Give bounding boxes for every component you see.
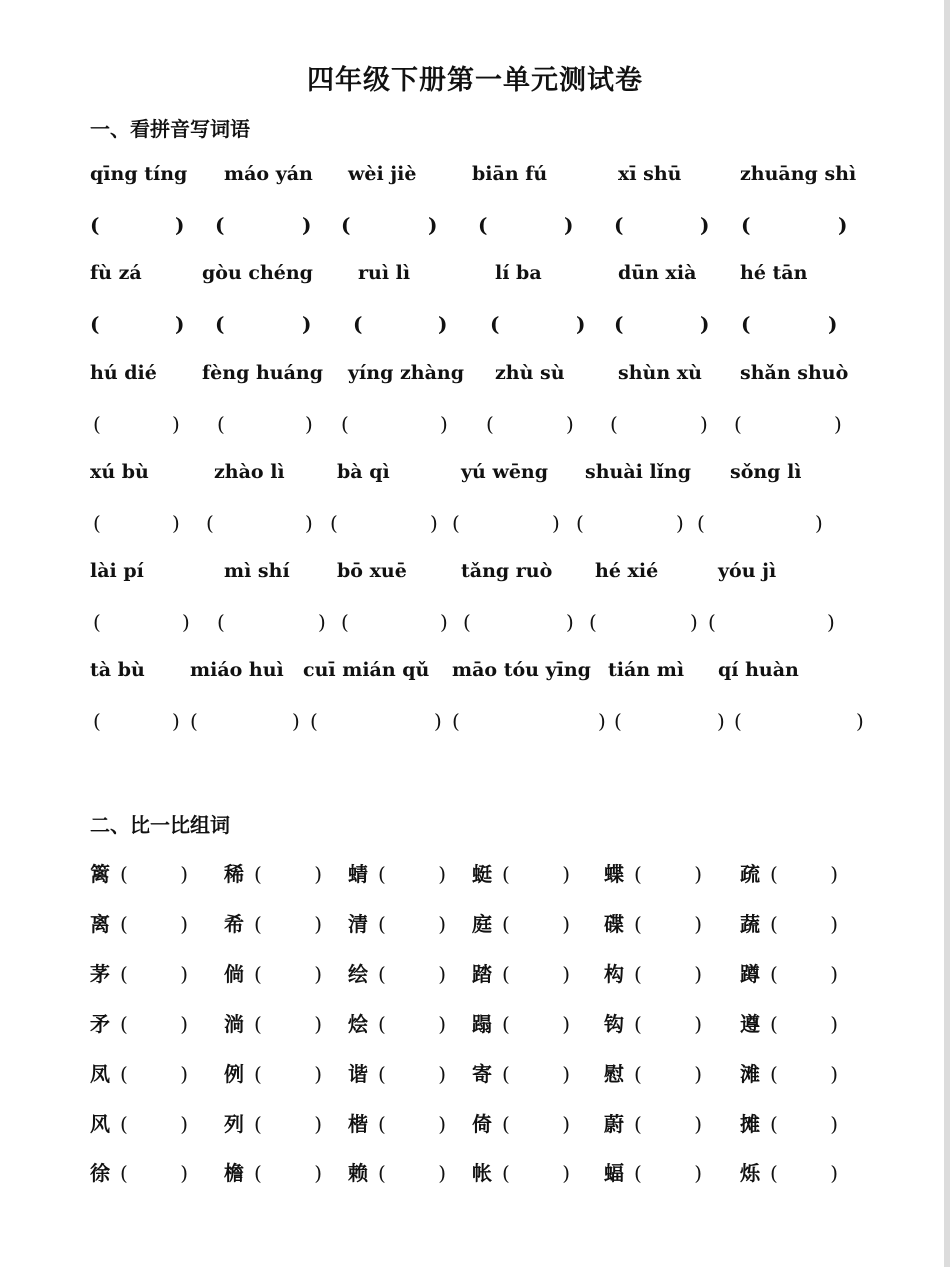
pinyin-word: qīng tíng — [90, 163, 188, 185]
compare-item — [348, 1108, 446, 1137]
pinyin-word: yíng zhàng — [348, 362, 464, 384]
compare-item — [90, 858, 188, 887]
compare-character: 茅 — [90, 962, 110, 986]
pinyin-word: gòu chéng — [202, 262, 313, 284]
compare-character: 列 — [224, 1112, 244, 1136]
compare-answer-blank[interactable] — [770, 1112, 838, 1136]
pinyin-word: hú dié — [90, 362, 157, 384]
compare-answer-blank[interactable] — [770, 962, 838, 986]
answer-blank[interactable] — [755, 312, 822, 338]
compare-item — [604, 908, 702, 937]
answer-close-paren: ) — [676, 511, 684, 535]
answer-close-paren: ) — [172, 709, 180, 733]
compare-item — [472, 1058, 570, 1087]
compare-character: 疏 — [740, 862, 760, 886]
answer-blank[interactable] — [231, 610, 312, 636]
answer-close-paren: ) — [302, 312, 312, 336]
compare-character: 寄 — [472, 1062, 492, 1086]
answer-blank[interactable] — [748, 412, 828, 438]
compare-answer-blank[interactable] — [254, 1012, 322, 1036]
pinyin-word: yóu jì — [718, 560, 777, 582]
answer-close-paren: ) — [175, 213, 185, 237]
compare-character: 摊 — [740, 1112, 760, 1136]
pinyin-word: biān fú — [472, 163, 548, 185]
answer-close-paren: ) — [827, 610, 835, 634]
answer-blank[interactable] — [628, 312, 694, 338]
compare-answer-blank[interactable] — [120, 1112, 188, 1136]
compare-character: 蹋 — [472, 1012, 492, 1036]
answer-blank[interactable] — [603, 610, 684, 636]
compare-character: 蔬 — [740, 912, 760, 936]
compare-character: 风 — [90, 1112, 110, 1136]
compare-character: 矛 — [90, 1012, 110, 1036]
answer-blank[interactable] — [104, 213, 169, 239]
answer-blank[interactable] — [755, 213, 832, 239]
compare-answer-blank[interactable] — [120, 862, 188, 886]
answer-open-paren: ( — [217, 412, 225, 436]
compare-character: 徐 — [90, 1161, 110, 1185]
answer-open-paren: ( — [93, 610, 101, 634]
compare-character: 踏 — [472, 962, 492, 986]
answer-open-paren: ( — [614, 213, 624, 237]
answer-blank[interactable] — [355, 610, 434, 636]
compare-answer-blank[interactable] — [502, 962, 570, 986]
compare-item — [348, 858, 446, 887]
compare-character: 淌 — [224, 1012, 244, 1036]
answer-close-paren: ) — [172, 511, 180, 535]
page-title: 四年级下册第一单元测试卷 — [307, 65, 643, 96]
compare-item — [90, 1008, 188, 1037]
compare-item — [224, 1157, 322, 1186]
compare-answer-blank[interactable] — [254, 962, 322, 986]
compare-character: 檐 — [224, 1161, 244, 1185]
answer-blank[interactable] — [220, 511, 299, 537]
pinyin-word: sǒng lì — [730, 461, 802, 483]
answer-close-paren: ) — [440, 412, 448, 436]
compare-item — [740, 858, 838, 887]
compare-item — [224, 1058, 322, 1087]
compare-answer-blank[interactable] — [120, 1062, 188, 1086]
answer-blank[interactable] — [477, 610, 560, 636]
compare-character: 钩 — [604, 1012, 624, 1036]
answer-close-paren: ) — [856, 709, 864, 733]
compare-answer-blank[interactable] — [254, 1112, 322, 1136]
compare-answer-blank[interactable] — [378, 1161, 446, 1185]
compare-item — [604, 1157, 702, 1186]
answer-open-paren: ( — [206, 511, 214, 535]
answer-close-paren: ) — [690, 610, 698, 634]
answer-close-paren: ) — [838, 213, 848, 237]
answer-blank[interactable] — [231, 412, 299, 438]
pinyin-word: xī shū — [618, 163, 682, 185]
pinyin-word: bō xuē — [337, 560, 407, 582]
pinyin-word: xú bù — [90, 461, 149, 483]
compare-answer-blank[interactable] — [254, 1062, 322, 1086]
answer-open-paren: ( — [93, 709, 101, 733]
pinyin-word: lài pí — [90, 560, 144, 582]
pinyin-word: qí huàn — [718, 659, 799, 681]
compare-answer-blank[interactable] — [634, 1062, 702, 1086]
compare-item — [740, 958, 838, 987]
answer-close-paren: ) — [318, 610, 326, 634]
answer-open-paren: ( — [610, 412, 618, 436]
answer-blank[interactable] — [590, 511, 670, 537]
pinyin-word: shùn xù — [618, 362, 702, 384]
compare-answer-blank[interactable] — [770, 1012, 838, 1036]
pinyin-word: shǎn shuò — [740, 362, 849, 384]
compare-item — [90, 1157, 188, 1186]
answer-open-paren: ( — [341, 412, 349, 436]
answer-open-paren: ( — [589, 610, 597, 634]
compare-character: 蜓 — [472, 862, 492, 886]
answer-open-paren: ( — [341, 213, 351, 237]
answer-close-paren: ) — [440, 610, 448, 634]
compare-character: 烁 — [740, 1161, 760, 1185]
answer-close-paren: ) — [552, 511, 560, 535]
compare-answer-blank[interactable] — [634, 1012, 702, 1036]
compare-answer-blank[interactable] — [378, 912, 446, 936]
answer-blank[interactable] — [367, 312, 432, 338]
compare-character: 蝶 — [604, 862, 624, 886]
pinyin-word: yú wēng — [461, 461, 549, 483]
compare-character: 倚 — [472, 1112, 492, 1136]
answer-close-paren: ) — [175, 312, 185, 336]
answer-close-paren: ) — [815, 511, 823, 535]
answer-open-paren: ( — [452, 709, 460, 733]
pinyin-word: tǎng ruò — [461, 560, 553, 582]
compare-answer-blank[interactable] — [502, 912, 570, 936]
answer-blank[interactable] — [229, 213, 296, 239]
compare-item — [472, 1008, 570, 1037]
answer-close-paren: ) — [434, 709, 442, 733]
answer-close-paren: ) — [292, 709, 300, 733]
answer-close-paren: ) — [428, 213, 438, 237]
compare-item — [604, 958, 702, 987]
answer-close-paren: ) — [834, 412, 842, 436]
compare-character: 蝠 — [604, 1161, 624, 1185]
pinyin-word: shuài lǐng — [585, 461, 692, 483]
pinyin-word: miáo huì — [190, 659, 284, 681]
answer-blank[interactable] — [500, 412, 560, 438]
compare-item — [604, 1058, 702, 1087]
compare-item — [224, 908, 322, 937]
pinyin-word: māo tóu yīng — [452, 659, 591, 681]
compare-item — [224, 958, 322, 987]
answer-blank[interactable] — [107, 412, 166, 438]
compare-answer-blank[interactable] — [502, 1112, 570, 1136]
compare-item — [224, 1008, 322, 1037]
section-heading-compare: 二、比一比组词 — [90, 813, 230, 837]
answer-open-paren: ( — [341, 610, 349, 634]
compare-item — [472, 958, 570, 987]
answer-close-paren: ) — [566, 610, 574, 634]
compare-answer-blank[interactable] — [770, 1161, 838, 1185]
answer-close-paren: ) — [717, 709, 725, 733]
answer-open-paren: ( — [215, 213, 225, 237]
page-edge-shadow — [944, 0, 950, 1267]
compare-item — [348, 908, 446, 937]
answer-blank[interactable] — [229, 312, 296, 338]
pinyin-word: zhào lì — [214, 461, 285, 483]
answer-blank[interactable] — [107, 610, 176, 636]
compare-item — [740, 1008, 838, 1037]
compare-character: 烩 — [348, 1012, 368, 1036]
compare-character: 慰 — [604, 1062, 624, 1086]
answer-close-paren: ) — [305, 412, 313, 436]
compare-item — [740, 1058, 838, 1087]
answer-blank[interactable] — [466, 511, 546, 537]
answer-close-paren: ) — [305, 511, 313, 535]
compare-answer-blank[interactable] — [502, 1161, 570, 1185]
compare-character: 蜻 — [348, 862, 368, 886]
answer-blank[interactable] — [628, 213, 694, 239]
pinyin-word: dūn xià — [618, 262, 697, 284]
compare-answer-blank[interactable] — [120, 962, 188, 986]
answer-close-paren: ) — [182, 610, 190, 634]
answer-close-paren: ) — [564, 213, 574, 237]
answer-close-paren: ) — [700, 213, 710, 237]
answer-blank[interactable] — [344, 511, 424, 537]
compare-character: 倘 — [224, 962, 244, 986]
answer-open-paren: ( — [478, 213, 488, 237]
compare-item — [224, 1108, 322, 1137]
pinyin-word: zhuāng shì — [740, 163, 857, 185]
answer-open-paren: ( — [90, 312, 100, 336]
answer-blank[interactable] — [204, 709, 286, 735]
pinyin-word: fèng huáng — [202, 362, 324, 384]
answer-blank[interactable] — [104, 312, 169, 338]
compare-character: 楷 — [348, 1112, 368, 1136]
answer-blank[interactable] — [628, 709, 711, 735]
answer-blank[interactable] — [355, 213, 422, 239]
answer-blank[interactable] — [504, 312, 570, 338]
compare-item — [90, 908, 188, 937]
answer-blank[interactable] — [107, 511, 166, 537]
compare-character: 庭 — [472, 912, 492, 936]
answer-open-paren: ( — [463, 610, 471, 634]
answer-close-paren: ) — [430, 511, 438, 535]
compare-character: 篱 — [90, 862, 110, 886]
compare-answer-blank[interactable] — [120, 1012, 188, 1036]
pinyin-word: zhù sù — [495, 362, 565, 384]
compare-answer-blank[interactable] — [634, 862, 702, 886]
compare-answer-blank[interactable] — [502, 1062, 570, 1086]
answer-open-paren: ( — [215, 312, 225, 336]
compare-answer-blank[interactable] — [120, 912, 188, 936]
compare-item — [90, 1058, 188, 1087]
compare-item — [224, 858, 322, 887]
answer-close-paren: ) — [438, 312, 448, 336]
compare-character: 清 — [348, 912, 368, 936]
answer-close-paren: ) — [828, 312, 838, 336]
answer-open-paren: ( — [330, 511, 338, 535]
pinyin-word: hé tān — [740, 262, 808, 284]
pinyin-word: bà qì — [337, 461, 390, 483]
compare-answer-blank[interactable] — [634, 1112, 702, 1136]
compare-answer-blank[interactable] — [770, 912, 838, 936]
compare-answer-blank[interactable] — [378, 1012, 446, 1036]
compare-character: 赖 — [348, 1161, 368, 1185]
answer-blank[interactable] — [722, 610, 821, 636]
pinyin-word: hé xié — [595, 560, 659, 582]
compare-item — [740, 908, 838, 937]
answer-open-paren: ( — [708, 610, 716, 634]
answer-open-paren: ( — [93, 412, 101, 436]
pinyin-word: mì shí — [224, 560, 290, 582]
compare-answer-blank[interactable] — [634, 962, 702, 986]
answer-blank[interactable] — [492, 213, 558, 239]
answer-open-paren: ( — [353, 312, 363, 336]
answer-open-paren: ( — [734, 709, 742, 733]
compare-item — [348, 1157, 446, 1186]
compare-answer-blank[interactable] — [378, 1062, 446, 1086]
answer-blank[interactable] — [748, 709, 850, 735]
compare-item — [604, 858, 702, 887]
answer-open-paren: ( — [490, 312, 500, 336]
pinyin-word: wèi jiè — [348, 163, 417, 185]
compare-character: 凤 — [90, 1062, 110, 1086]
compare-answer-blank[interactable] — [502, 1012, 570, 1036]
compare-character: 谐 — [348, 1062, 368, 1086]
compare-character: 碟 — [604, 912, 624, 936]
answer-open-paren: ( — [217, 610, 225, 634]
answer-close-paren: ) — [172, 412, 180, 436]
compare-item — [90, 958, 188, 987]
answer-blank[interactable] — [324, 709, 428, 735]
pinyin-word: tián mì — [608, 659, 685, 681]
pinyin-word: lí ba — [495, 262, 542, 284]
answer-open-paren: ( — [614, 709, 622, 733]
compare-item — [604, 1008, 702, 1037]
compare-character: 滩 — [740, 1062, 760, 1086]
answer-open-paren: ( — [741, 312, 751, 336]
answer-open-paren: ( — [90, 213, 100, 237]
answer-blank[interactable] — [711, 511, 809, 537]
answer-close-paren: ) — [700, 412, 708, 436]
compare-answer-blank[interactable] — [502, 862, 570, 886]
pinyin-word: tà bù — [90, 659, 145, 681]
compare-character: 蔚 — [604, 1112, 624, 1136]
answer-open-paren: ( — [614, 312, 624, 336]
compare-answer-blank[interactable] — [378, 862, 446, 886]
answer-blank[interactable] — [466, 709, 592, 735]
answer-close-paren: ) — [566, 412, 574, 436]
answer-open-paren: ( — [452, 511, 460, 535]
compare-item — [604, 1108, 702, 1137]
answer-close-paren: ) — [302, 213, 312, 237]
compare-item — [348, 958, 446, 987]
compare-answer-blank[interactable] — [770, 1062, 838, 1086]
answer-open-paren: ( — [734, 412, 742, 436]
answer-open-paren: ( — [697, 511, 705, 535]
answer-open-paren: ( — [93, 511, 101, 535]
compare-answer-blank[interactable] — [120, 1161, 188, 1185]
compare-item — [740, 1108, 838, 1137]
compare-answer-blank[interactable] — [634, 1161, 702, 1185]
compare-character: 蹲 — [740, 962, 760, 986]
compare-character: 离 — [90, 912, 110, 936]
pinyin-word: ruì lì — [358, 262, 411, 284]
compare-character: 例 — [224, 1062, 244, 1086]
compare-character: 希 — [224, 912, 244, 936]
compare-character: 帐 — [472, 1161, 492, 1185]
answer-open-paren: ( — [190, 709, 198, 733]
answer-blank[interactable] — [355, 412, 434, 438]
compare-answer-blank[interactable] — [254, 862, 322, 886]
answer-blank[interactable] — [624, 412, 694, 438]
compare-answer-blank[interactable] — [378, 1112, 446, 1136]
answer-close-paren: ) — [700, 312, 710, 336]
compare-answer-blank[interactable] — [254, 912, 322, 936]
compare-item — [348, 1008, 446, 1037]
compare-answer-blank[interactable] — [378, 962, 446, 986]
pinyin-word: cuī mián qǔ — [303, 659, 430, 681]
answer-open-paren: ( — [486, 412, 494, 436]
answer-open-paren: ( — [576, 511, 584, 535]
pinyin-word: fù zá — [90, 262, 142, 284]
answer-open-paren: ( — [741, 213, 751, 237]
compare-answer-blank[interactable] — [770, 862, 838, 886]
answer-open-paren: ( — [310, 709, 318, 733]
compare-item — [472, 908, 570, 937]
compare-answer-blank[interactable] — [634, 912, 702, 936]
compare-character: 遵 — [740, 1012, 760, 1036]
answer-close-paren: ) — [576, 312, 586, 336]
compare-character: 绘 — [348, 962, 368, 986]
compare-character: 构 — [604, 962, 624, 986]
compare-item — [472, 1157, 570, 1186]
pinyin-word: máo yán — [224, 163, 313, 185]
compare-item — [740, 1157, 838, 1186]
compare-item — [348, 1058, 446, 1087]
compare-item — [472, 858, 570, 887]
answer-close-paren: ) — [598, 709, 606, 733]
answer-blank[interactable] — [107, 709, 166, 735]
compare-character: 稀 — [224, 862, 244, 886]
compare-item — [90, 1108, 188, 1137]
section-heading-pinyin: 一、看拼音写词语 — [90, 117, 250, 141]
compare-item — [472, 1108, 570, 1137]
compare-answer-blank[interactable] — [254, 1161, 322, 1185]
